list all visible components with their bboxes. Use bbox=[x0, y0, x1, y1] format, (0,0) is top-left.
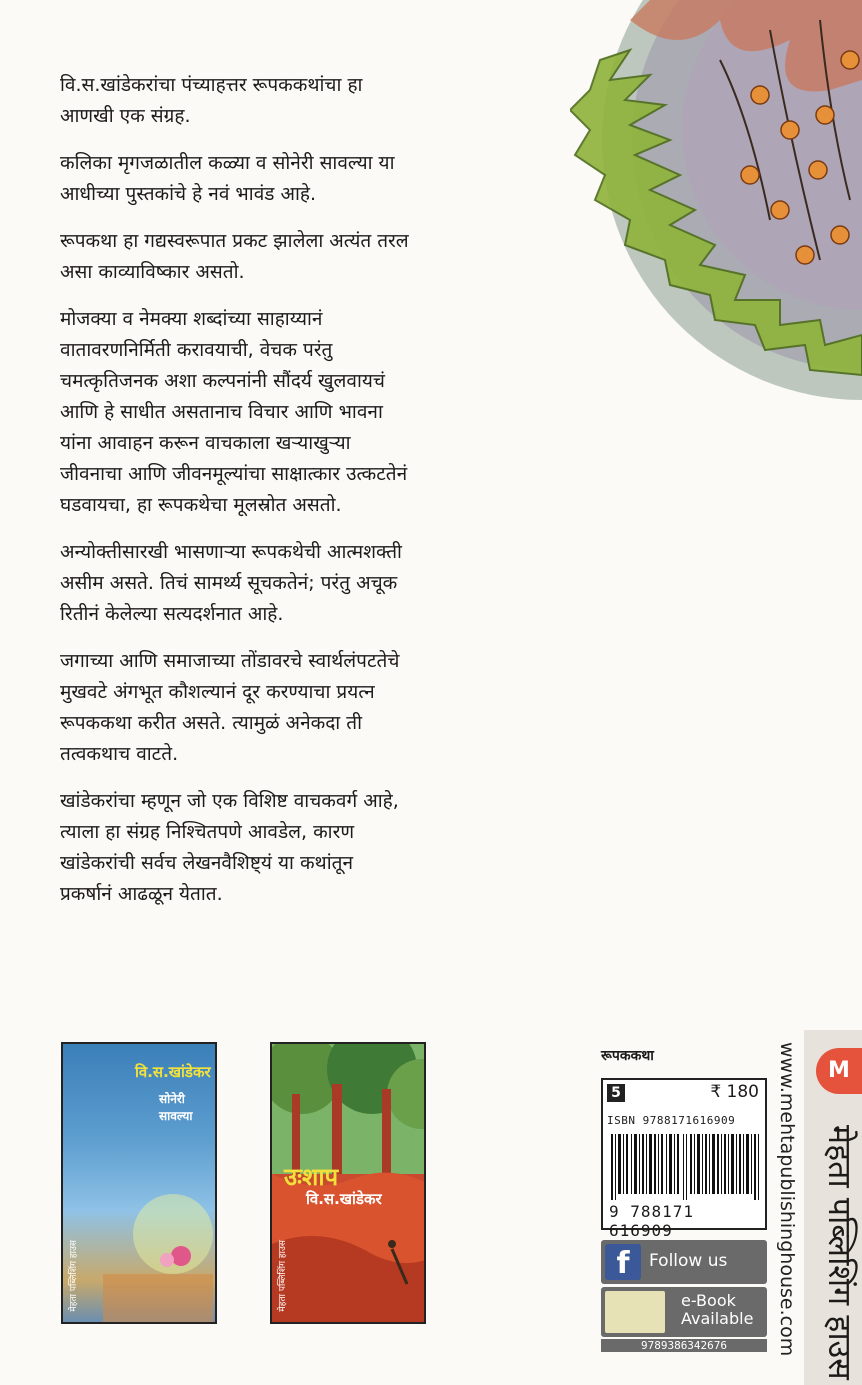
cover-publisher: मेहता पब्लिशिंग हाउस bbox=[69, 1240, 79, 1312]
publisher-url[interactable]: www.mehtapublishinghouse.com bbox=[776, 1042, 798, 1357]
cover-art bbox=[63, 1044, 217, 1324]
blurb-paragraph: कलिका मृगजळातील कळ्या व सोनेरी सावल्या या आधीच्या पुस्तकांचे हे नवं भावंड आहे. bbox=[60, 152, 395, 205]
publisher-name: मेहता पब्लिशिंग हाउस bbox=[821, 1125, 859, 1380]
cover-title: सोनेरी सावल्या bbox=[159, 1092, 193, 1123]
cover-publisher: मेहता पब्लिशिंग हाउस bbox=[278, 1240, 288, 1312]
ebook-label: e-Book bbox=[681, 1291, 736, 1310]
price-barcode-box bbox=[601, 1078, 767, 1240]
cover-title: उःशाप bbox=[284, 1163, 339, 1191]
blurb-text bbox=[60, 70, 410, 926]
ebook-available-label: Available bbox=[681, 1309, 754, 1328]
blurb-paragraph: अन्योक्तीसारखी भासणाऱ्या रूपकथेची आत्मशक्ती असीम असते. तिचं सामर्थ्य सूचकतेनं; परंतु अचूक रितीनं केलेल्या सत्यदर्शनात आहे. bbox=[60, 541, 402, 625]
barcode-icon bbox=[611, 1134, 761, 1200]
blurb-paragraph: खांडेकरांचा म्हणून जो एक विशिष्ट वाचकवर्ग आहे, त्याला हा संग्रह निश्चितपणे आवडेल, कारण खांडेकरांची सर्वच लेखनवैशिष्ट्यं या कथांतून प्रकर्षानं आढळून येतात. bbox=[60, 790, 399, 905]
book-cover-ushap[interactable] bbox=[270, 1042, 426, 1324]
cover-author: वि.स.खांडेकर bbox=[135, 1063, 211, 1081]
publisher-logo-icon: M bbox=[816, 1048, 862, 1094]
ebook-logo-icon bbox=[605, 1291, 665, 1333]
cover-author: वि.स.खांडेकर bbox=[306, 1190, 382, 1208]
ebook-isbn: 9789386342676 bbox=[601, 1339, 767, 1352]
price: ₹ 180 bbox=[710, 1082, 759, 1102]
ebook-badge[interactable] bbox=[601, 1287, 767, 1337]
book-cover-soneri-savlya[interactable] bbox=[61, 1042, 217, 1324]
blurb-paragraph: जगाच्या आणि समाजाच्या तोंडावरचे स्वार्थलंपटतेचे मुखवटे अंगभूत कौशल्यानं दूर करण्याचा प्रयत्न रूपककथा करीत असते. त्यामुळं अनेकदा ती तत्वकथाच वाटते. bbox=[60, 650, 400, 765]
facebook-icon: f bbox=[605, 1244, 641, 1280]
category-label: रूपककथा bbox=[601, 1048, 654, 1064]
facebook-follow-badge[interactable] bbox=[601, 1240, 767, 1284]
blurb-paragraph: वि.स.खांडेकरांचा पंच्याहत्तर रूपककथांचा हा आणखी एक संग्रह. bbox=[60, 74, 363, 127]
price-code: 5 bbox=[607, 1084, 625, 1102]
blurb-paragraph: रूपकथा हा गद्यस्वरूपात प्रकट झालेला अत्यंत तरल असा काव्याविष्कार असतो. bbox=[60, 230, 409, 283]
isbn-digits: 9 788171 616909 bbox=[609, 1202, 695, 1240]
isbn-label: ISBN 9788171616909 bbox=[607, 1114, 736, 1127]
decorative-tree-illustration bbox=[570, 0, 862, 400]
blurb-paragraph: मोजक्या व नेमक्या शब्दांच्या साहाय्यानं वातावरणनिर्मिती करावयाची, वेचक परंतु चमत्कृतिजनक अशा कल्पनांनी सौंदर्य खुलवायचं आणि हे साधीत असतानाच विचार आणि भावना यांना आवाहन करून वाचकाला खऱ्याखुऱ्या जीवनाचा आणि जीवनमूल्यांचा साक्षात्कार उत्कटतेनं घडवायचा, हा रूपकथेचा मूलस्रोत असतो. bbox=[60, 308, 408, 516]
follow-label: Follow us bbox=[649, 1251, 728, 1271]
